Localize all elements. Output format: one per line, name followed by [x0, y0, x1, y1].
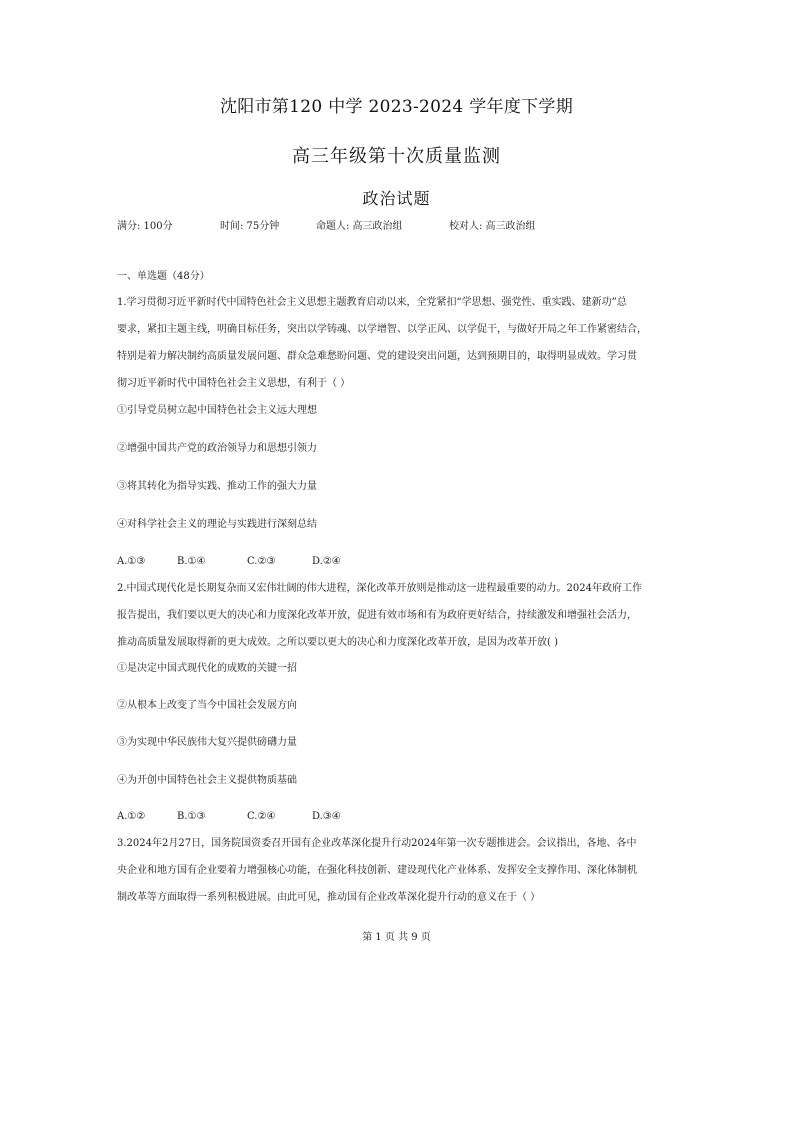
option-d[interactable]: D.③④ — [312, 811, 341, 822]
q1-item: ②增强中国共产党的政治领导力和思想引领力 — [117, 443, 317, 454]
option-b[interactable]: B.①③ — [177, 811, 206, 822]
q1-stem-line: 要求，紧扣主题主线，明确目标任务，突出以学铸魂、以学增智、以学正风、以学促干，与做好开局之年工作紧密结合， — [117, 324, 647, 335]
school-title: 沈阳市第120 中学 2023-2024 学年度下学期 — [219, 97, 574, 117]
author: 命题人: 高三政治组 — [316, 221, 403, 232]
q3-stem-line: 央企业和地方国有企业要着力增强核心功能，在强化科技创新、建设现代化产业体系、发挥安全支撑作用、深化体制机 — [117, 865, 637, 876]
q1-stem-line: 特别是着力解决制约高质量发展问题、群众急难愁盼问题、党的建设突出问题，达到预期目的，取得明显成效。学习贯 — [117, 351, 637, 362]
option-c[interactable]: C.②③ — [247, 556, 276, 567]
option-c[interactable]: C.②④ — [247, 811, 276, 822]
q1-item: ①引导党员树立起中国特色社会主义远大理想 — [117, 405, 317, 416]
q2-stem-line: 2.中国式现代化是长期复杂而又宏伟壮阔的伟大进程，深化改革开放则是推动这一进程最重要的动力。2024年政府工作 — [117, 583, 642, 594]
exam-title: 高三年级第十次质量监测 — [292, 146, 501, 167]
q2-item: ①是决定中国式现代化的成败的关键一招 — [117, 663, 297, 674]
q1-stem-line: 1.学习贯彻习近平新时代中国特色社会主义思想主题教育启动以来，全党紧扣“学思想、强党性、重实践、建新功”总 — [117, 297, 627, 308]
option-a[interactable]: A.①② — [117, 811, 146, 822]
q1-item: ③将其转化为指导实践、推动工作的强大力量 — [117, 481, 317, 492]
option-a[interactable]: A.①③ — [117, 556, 146, 567]
q2-item: ②从根本上改变了当今中国社会发展方向 — [117, 700, 297, 711]
q2-stem-line: 报告提出，我们要以更大的决心和力度深化改革开放，促进有效市场和有为政府更好结合，持续激发和增强社会活力， — [117, 610, 637, 621]
subject-title: 政治试题 — [362, 189, 431, 208]
section-heading: 一、单选题（48分） — [117, 271, 210, 282]
full-score: 满分: 100分 — [117, 221, 173, 232]
reviewer: 校对人: 高三政治组 — [449, 221, 536, 232]
exam-time: 时间: 75分钟 — [220, 221, 280, 232]
q3-stem-line: 3.2024年2月27日，国务院国资委召开国有企业改革深化提升行动2024年第一次专题推进会。会议指出，各地、各中 — [117, 838, 637, 849]
option-d[interactable]: D.②④ — [312, 556, 341, 567]
page-footer: 第 1 页 共 9 页 — [362, 932, 431, 943]
q2-item: ④为开创中国特色社会主义提供物质基础 — [117, 775, 297, 786]
q3-stem-line: 制改革等方面取得一系列积极进展。由此可见，推动国有企业改革深化提升行动的意义在于（ ） — [117, 892, 541, 903]
q1-stem-line: 彻习近平新时代中国特色社会主义思想，有利于（ ） — [117, 378, 351, 389]
option-b[interactable]: B.①④ — [177, 556, 206, 567]
q2-stem-line: 推动高质量发展取得新的更大成效。之所以要以更大的决心和力度深化改革开放，是因为改革开放( ) — [117, 637, 558, 648]
q1-item: ④对科学社会主义的理论与实践进行深刻总结 — [117, 519, 317, 530]
q2-item: ③为实现中华民族伟大复兴提供磅礴力量 — [117, 737, 297, 748]
